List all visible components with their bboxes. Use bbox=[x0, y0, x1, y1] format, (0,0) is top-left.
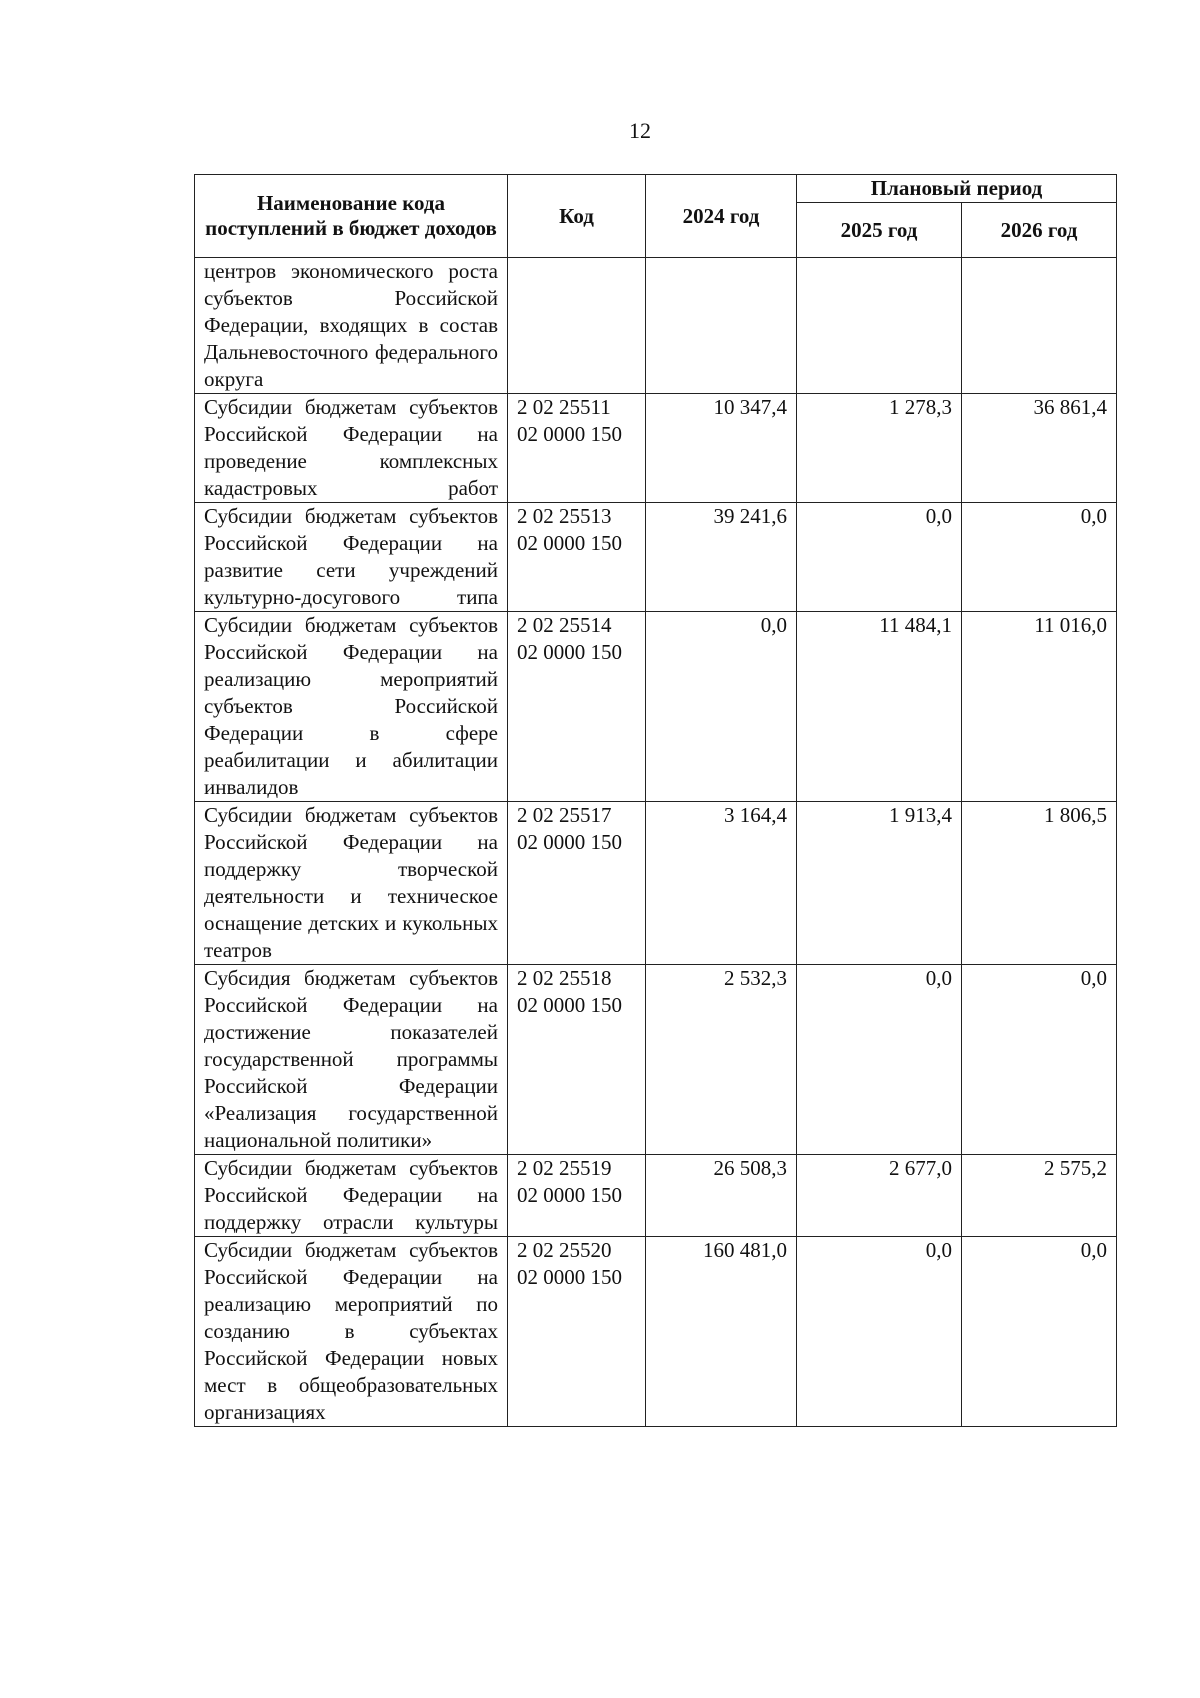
table-row bbox=[195, 965, 1117, 1155]
row-name: Субсидии бюджетам субъектов Российской Федерации на проведение комплексных кадастровых работ bbox=[195, 394, 508, 503]
row-name: Субсидии бюджетам субъектов Российской Федерации на реализацию мероприятий субъектов Российской Федерации в сфере реабилитации и абилитации инвалидов bbox=[195, 612, 508, 802]
revenue-table bbox=[194, 174, 1117, 1427]
table-row bbox=[195, 258, 1117, 394]
row-value-2026: 2 575,2 bbox=[962, 1155, 1117, 1237]
header-2026: 2026 год bbox=[962, 203, 1117, 258]
row-code: 2 02 25514 02 0000 150 bbox=[508, 612, 646, 802]
header-planned-period: Плановый период bbox=[797, 175, 1117, 203]
row-value-2024: 10 347,4 bbox=[646, 394, 797, 503]
row-value-2026: 0,0 bbox=[962, 965, 1117, 1155]
row-value-2024: 0,0 bbox=[646, 612, 797, 802]
row-value-2026 bbox=[962, 258, 1117, 394]
row-value-2025: 0,0 bbox=[797, 965, 962, 1155]
table-row bbox=[195, 394, 1117, 503]
header-code: Код bbox=[508, 175, 646, 258]
row-code bbox=[508, 258, 646, 394]
row-value-2025: 0,0 bbox=[797, 503, 962, 612]
header-name: Наименование кода поступлений в бюджет доходов bbox=[195, 175, 508, 258]
table-row bbox=[195, 612, 1117, 802]
row-value-2024: 26 508,3 bbox=[646, 1155, 797, 1237]
row-value-2024: 39 241,6 bbox=[646, 503, 797, 612]
table-row bbox=[195, 1237, 1117, 1427]
row-value-2025: 1 913,4 bbox=[797, 802, 962, 965]
row-code: 2 02 25519 02 0000 150 bbox=[508, 1155, 646, 1237]
row-value-2025: 1 278,3 bbox=[797, 394, 962, 503]
row-code: 2 02 25517 02 0000 150 bbox=[508, 802, 646, 965]
row-name: Субсидии бюджетам субъектов Российской Федерации на поддержку отрасли культуры bbox=[195, 1155, 508, 1237]
row-name: Субсидии бюджетам субъектов Российской Федерации на развитие сети учреждений культурно-досугового типа bbox=[195, 503, 508, 612]
row-name: Субсидии бюджетам субъектов Российской Федерации на поддержку творческой деятельности и техническое оснащение детских и кукольных театров bbox=[195, 802, 508, 965]
row-value-2025: 0,0 bbox=[797, 1237, 962, 1427]
header-2024: 2024 год bbox=[646, 175, 797, 258]
header-2025: 2025 год bbox=[797, 203, 962, 258]
row-value-2025: 2 677,0 bbox=[797, 1155, 962, 1237]
row-code: 2 02 25511 02 0000 150 bbox=[508, 394, 646, 503]
row-value-2026: 1 806,5 bbox=[962, 802, 1117, 965]
row-code: 2 02 25520 02 0000 150 bbox=[508, 1237, 646, 1427]
row-value-2026: 36 861,4 bbox=[962, 394, 1117, 503]
page-number: 12 bbox=[629, 118, 651, 143]
row-code: 2 02 25518 02 0000 150 bbox=[508, 965, 646, 1155]
table-row bbox=[195, 503, 1117, 612]
row-value-2024: 2 532,3 bbox=[646, 965, 797, 1155]
table-row bbox=[195, 802, 1117, 965]
row-name: Субсидии бюджетам субъектов Российской Федерации на реализацию мероприятий по созданию в субъектах Российской Федерации новых мест в общеобразовательных организациях bbox=[195, 1237, 508, 1427]
row-value-2026: 0,0 bbox=[962, 503, 1117, 612]
row-code: 2 02 25513 02 0000 150 bbox=[508, 503, 646, 612]
row-value-2026: 0,0 bbox=[962, 1237, 1117, 1427]
row-value-2024: 160 481,0 bbox=[646, 1237, 797, 1427]
row-value-2024 bbox=[646, 258, 797, 394]
row-value-2026: 11 016,0 bbox=[962, 612, 1117, 802]
row-name: центров экономического роста субъектов Российской Федерации, входящих в состав Дальневосточного федерального округа bbox=[195, 258, 508, 394]
row-value-2025: 11 484,1 bbox=[797, 612, 962, 802]
row-name: Субсидия бюджетам субъектов Российской Федерации на достижение показателей государственной программы Российской Федерации «Реализация государственной национальной политики» bbox=[195, 965, 508, 1155]
table-row bbox=[195, 1155, 1117, 1237]
row-value-2024: 3 164,4 bbox=[646, 802, 797, 965]
row-value-2025 bbox=[797, 258, 962, 394]
